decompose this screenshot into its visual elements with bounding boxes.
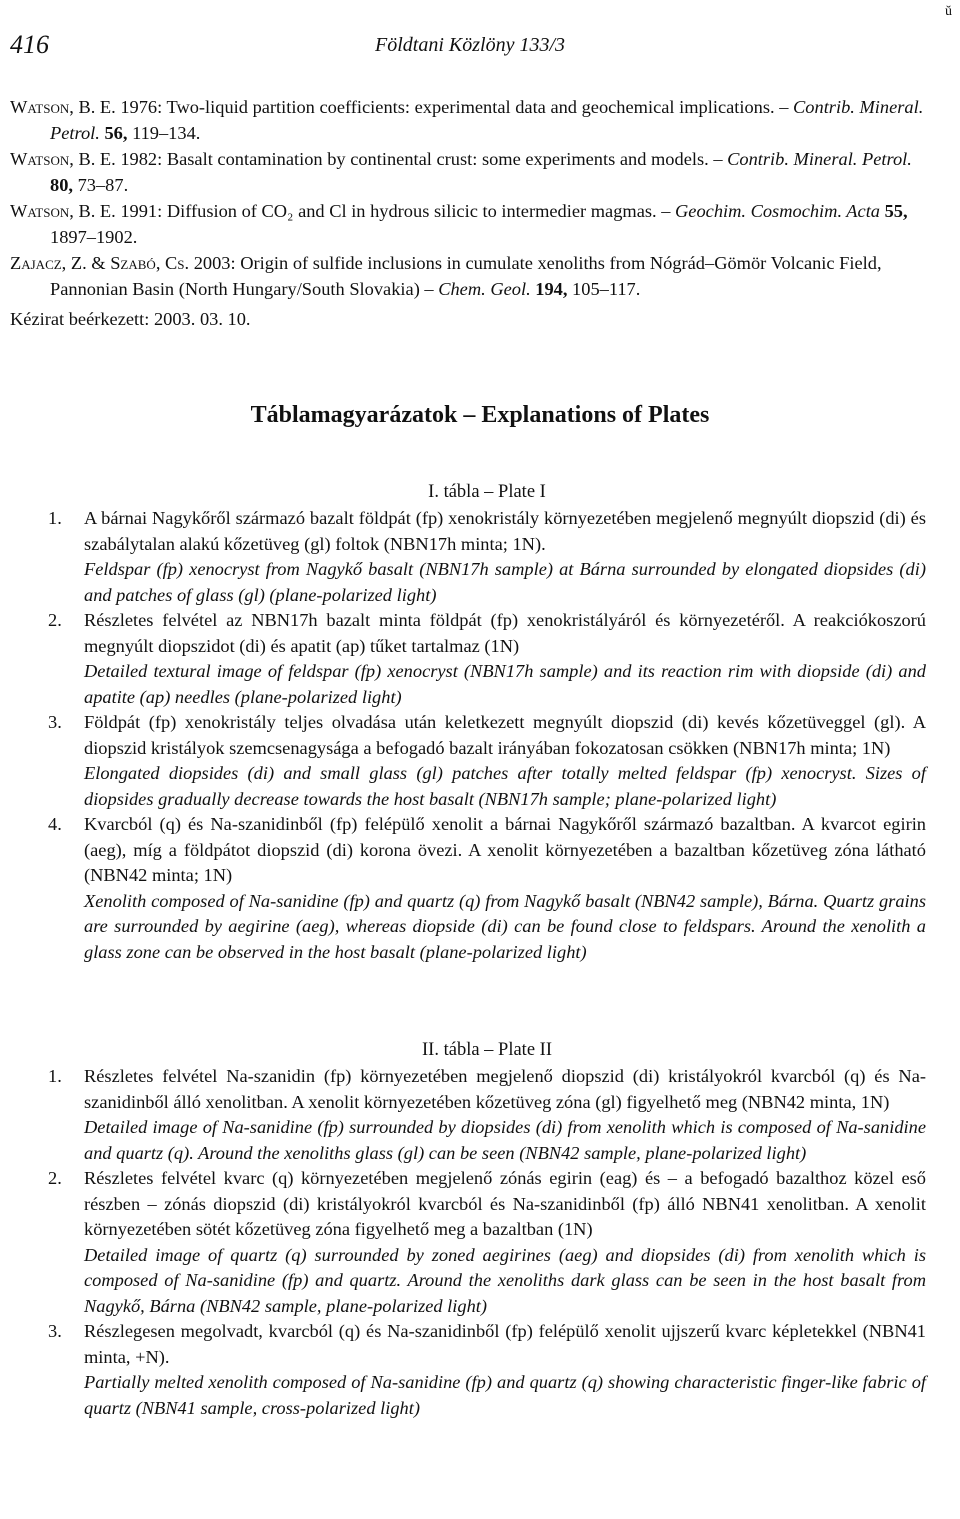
reference-pages: 119–134. — [127, 123, 201, 143]
journal-title: Földtani Közlöny 133/3 — [375, 34, 565, 56]
item-number: 3. — [48, 1321, 62, 1341]
plate-item — [48, 1064, 926, 1166]
reference-item — [10, 198, 930, 250]
reference-text: 1991: Diffusion of CO₂ and Cl in hydrous silicic to intermedier magmas. – — [115, 201, 676, 221]
item-english: Elongated diopsides (di) and small glass (gl) patches after totally melted feldspar (fp) xenocryst. Sizes of diopsides gradually decrease towards the host basalt (NBN17h sample; plane-polarized light) — [84, 763, 926, 809]
item-english: Partially melted xenolith composed of Na-sanidine (fp) and quartz (q) showing characteristic finger-like fabric of quartz (NBN41 sample, cross-polarized light) — [84, 1372, 926, 1418]
item-hungarian: A bárnai Nagykőről származó bazalt földpát (fp) xenokristály környezetében megjelenő megnyúlt diopszid (di) és szabálytalan alakú kőzetüveg (gl) foltok (NBN17h minta; 1N). — [84, 508, 926, 554]
plate-section-1 — [48, 482, 926, 965]
page-header — [10, 4, 952, 64]
reference-text: 1982: Basalt contamination by continental crust: some experiments and models. – — [115, 149, 728, 169]
item-english: Xenolith composed of Na-sanidine (fp) and quartz (q) from Nagykő basalt (NBN42 sample), Bárna. Quartz grains are surrounded by aegirine (aeg), whereas diopside (di) can be found close to feldspars. Around the xenolith a glass zone can be observed in the host basalt (plane-polarized light) — [84, 890, 926, 962]
reference-item — [10, 94, 930, 146]
item-hungarian: Kvarcból (q) és Na-szanidinből (fp) felépülő xenolit a bárnai Nagykőről származó bazaltban. A kvarcot egirin (aeg), míg a földpátot diopszid (di) korona övezi. A xenolit környezetében a bazaltban kőzetüveg zóna látható (NBN42 minta; 1N) — [84, 814, 926, 885]
reference-volume: 80, — [50, 175, 73, 195]
plate-item — [48, 1166, 926, 1319]
reference-pages: 73–87. — [73, 175, 129, 195]
item-hungarian: Földpát (fp) xenokristály teljes olvadása után keletkezett megnyúlt diopszid (di) kevés kőzetüveggel (gl). A diopszid kristályok szemcsenagysága a befogadó bazalt irányában fokozatosan csökken (NBN17h minta; 1N) — [84, 712, 926, 758]
item-english: Detailed textural image of feldspar (fp) xenocryst (NBN17h sample) and its reaction rim with diopside (di) and apatite (ap) needles (plane-polarized light) — [84, 661, 926, 707]
plate-title: II. tábla – Plate II — [422, 1040, 552, 1060]
reference-text: 2003: Origin of sulfide inclusions in cumulate xenoliths from Nógrád–Gömör Volcanic Field, Pannonian Basin (North Hungary/South Slovakia) – — [50, 253, 882, 299]
item-english: Detailed image of Na-sanidine (fp) surrounded by diopsides (di) from xenolith which is composed of Na-sanidine and quartz (q). Around the xenoliths glass (gl) can be seen (NBN42 sample, plane-polarized light) — [84, 1117, 926, 1163]
plate-title: I. tábla – Plate I — [428, 482, 546, 502]
item-number: 3. — [48, 712, 62, 732]
item-english: Feldspar (fp) xenocryst from Nagykő basalt (NBN17h sample) at Bárna surrounded by elongated diopsides (di) and patches of glass (gl) (plane-polarized light) — [84, 559, 926, 605]
reference-volume: 56, — [99, 123, 128, 143]
plate-item — [48, 812, 926, 965]
plate-item — [48, 506, 926, 608]
plate-item — [48, 1319, 926, 1421]
reference-pages: 1897–1902. — [50, 227, 138, 247]
item-number: 2. — [48, 1168, 62, 1188]
reference-pages: 105–117. — [567, 279, 641, 299]
section-title: Táblamagyarázatok – Explanations of Plates — [250, 402, 710, 428]
item-english: Detailed image of quartz (q) surrounded by zoned aegirines (aeg) and diopsides (di) from xenolith which is composed of Na-sanidine (fp) and quartz. Around the xenoliths dark glass can be seen in the host basalt from Nagykő, Bárna (NBN42 sample, plane-polarized light) — [84, 1244, 926, 1316]
reference-item — [10, 146, 930, 198]
item-hungarian: Részletes felvétel Na-szanidin (fp) környezetében megjelenő diopszid (di) kristályokról kvarcból (q) és Na-szanidinből álló xenolitban. A xenolit környezetében kőzetüveg zóna (gl) figyelhető meg (NBN42 minta, 1N) — [84, 1066, 926, 1112]
reference-author: Zajacz, Z. & Szabó, Cs. — [10, 253, 190, 273]
reference-author: Watson, B. E. — [10, 149, 116, 169]
item-hungarian: Részlegesen megolvadt, kvarcból (q) és Na-szanidinből (fp) felépülő xenolit ujjszerű kvarc képletekkel (NBN41 minta, +N). — [84, 1321, 926, 1367]
reference-author: Watson, B. E. — [10, 97, 116, 117]
reference-volume: 55, — [880, 201, 908, 221]
item-number: 4. — [48, 814, 62, 834]
page-number: 416 — [10, 30, 49, 59]
item-number: 2. — [48, 610, 62, 630]
item-hungarian: Részletes felvétel kvarc (q) környezetében megjelenő zónás egirin (eag) és – a befogadó bazalthoz közel eső részben – zónás diopszid (di) kristályokról kvarcból és Na-szanidinből (fp) álló NBN41 xenolitban. A xenolit környezetében sötét kőzetüveg zóna figyelhető meg a bazaltban (1N) — [84, 1168, 926, 1239]
reference-item — [10, 250, 930, 302]
item-number: 1. — [48, 508, 62, 528]
corner-mark: ŭ — [945, 4, 952, 19]
reference-volume: 194, — [530, 279, 568, 299]
item-hungarian: Részletes felvétel az NBN17h bazalt minta földpát (fp) xenokristályáról és környezetéről. A reakciókoszorú megnyúlt diopszidot (di) és apatit (ap) tűket tartalmaz (1N) — [84, 610, 926, 656]
item-number: 1. — [48, 1066, 62, 1086]
reference-list — [10, 94, 930, 332]
reference-journal: Chem. Geol. — [438, 279, 531, 299]
plate-item — [48, 608, 926, 710]
manuscript-received: Kézirat beérkezett: 2003. 03. 10. — [10, 309, 251, 329]
plate-section-2 — [48, 1040, 926, 1421]
plate-item — [48, 710, 926, 812]
reference-author: Watson, B. E. — [10, 201, 116, 221]
reference-journal: Contrib. Mineral. Petrol. — [727, 149, 912, 169]
reference-text: 1976: Two-liquid partition coefficients: experimental data and geochemical implications. – — [115, 97, 794, 117]
reference-journal: Geochim. Cosmochim. Acta — [675, 201, 881, 221]
reference-journal: Contrib. Mineral. Petrol. — [50, 97, 924, 143]
